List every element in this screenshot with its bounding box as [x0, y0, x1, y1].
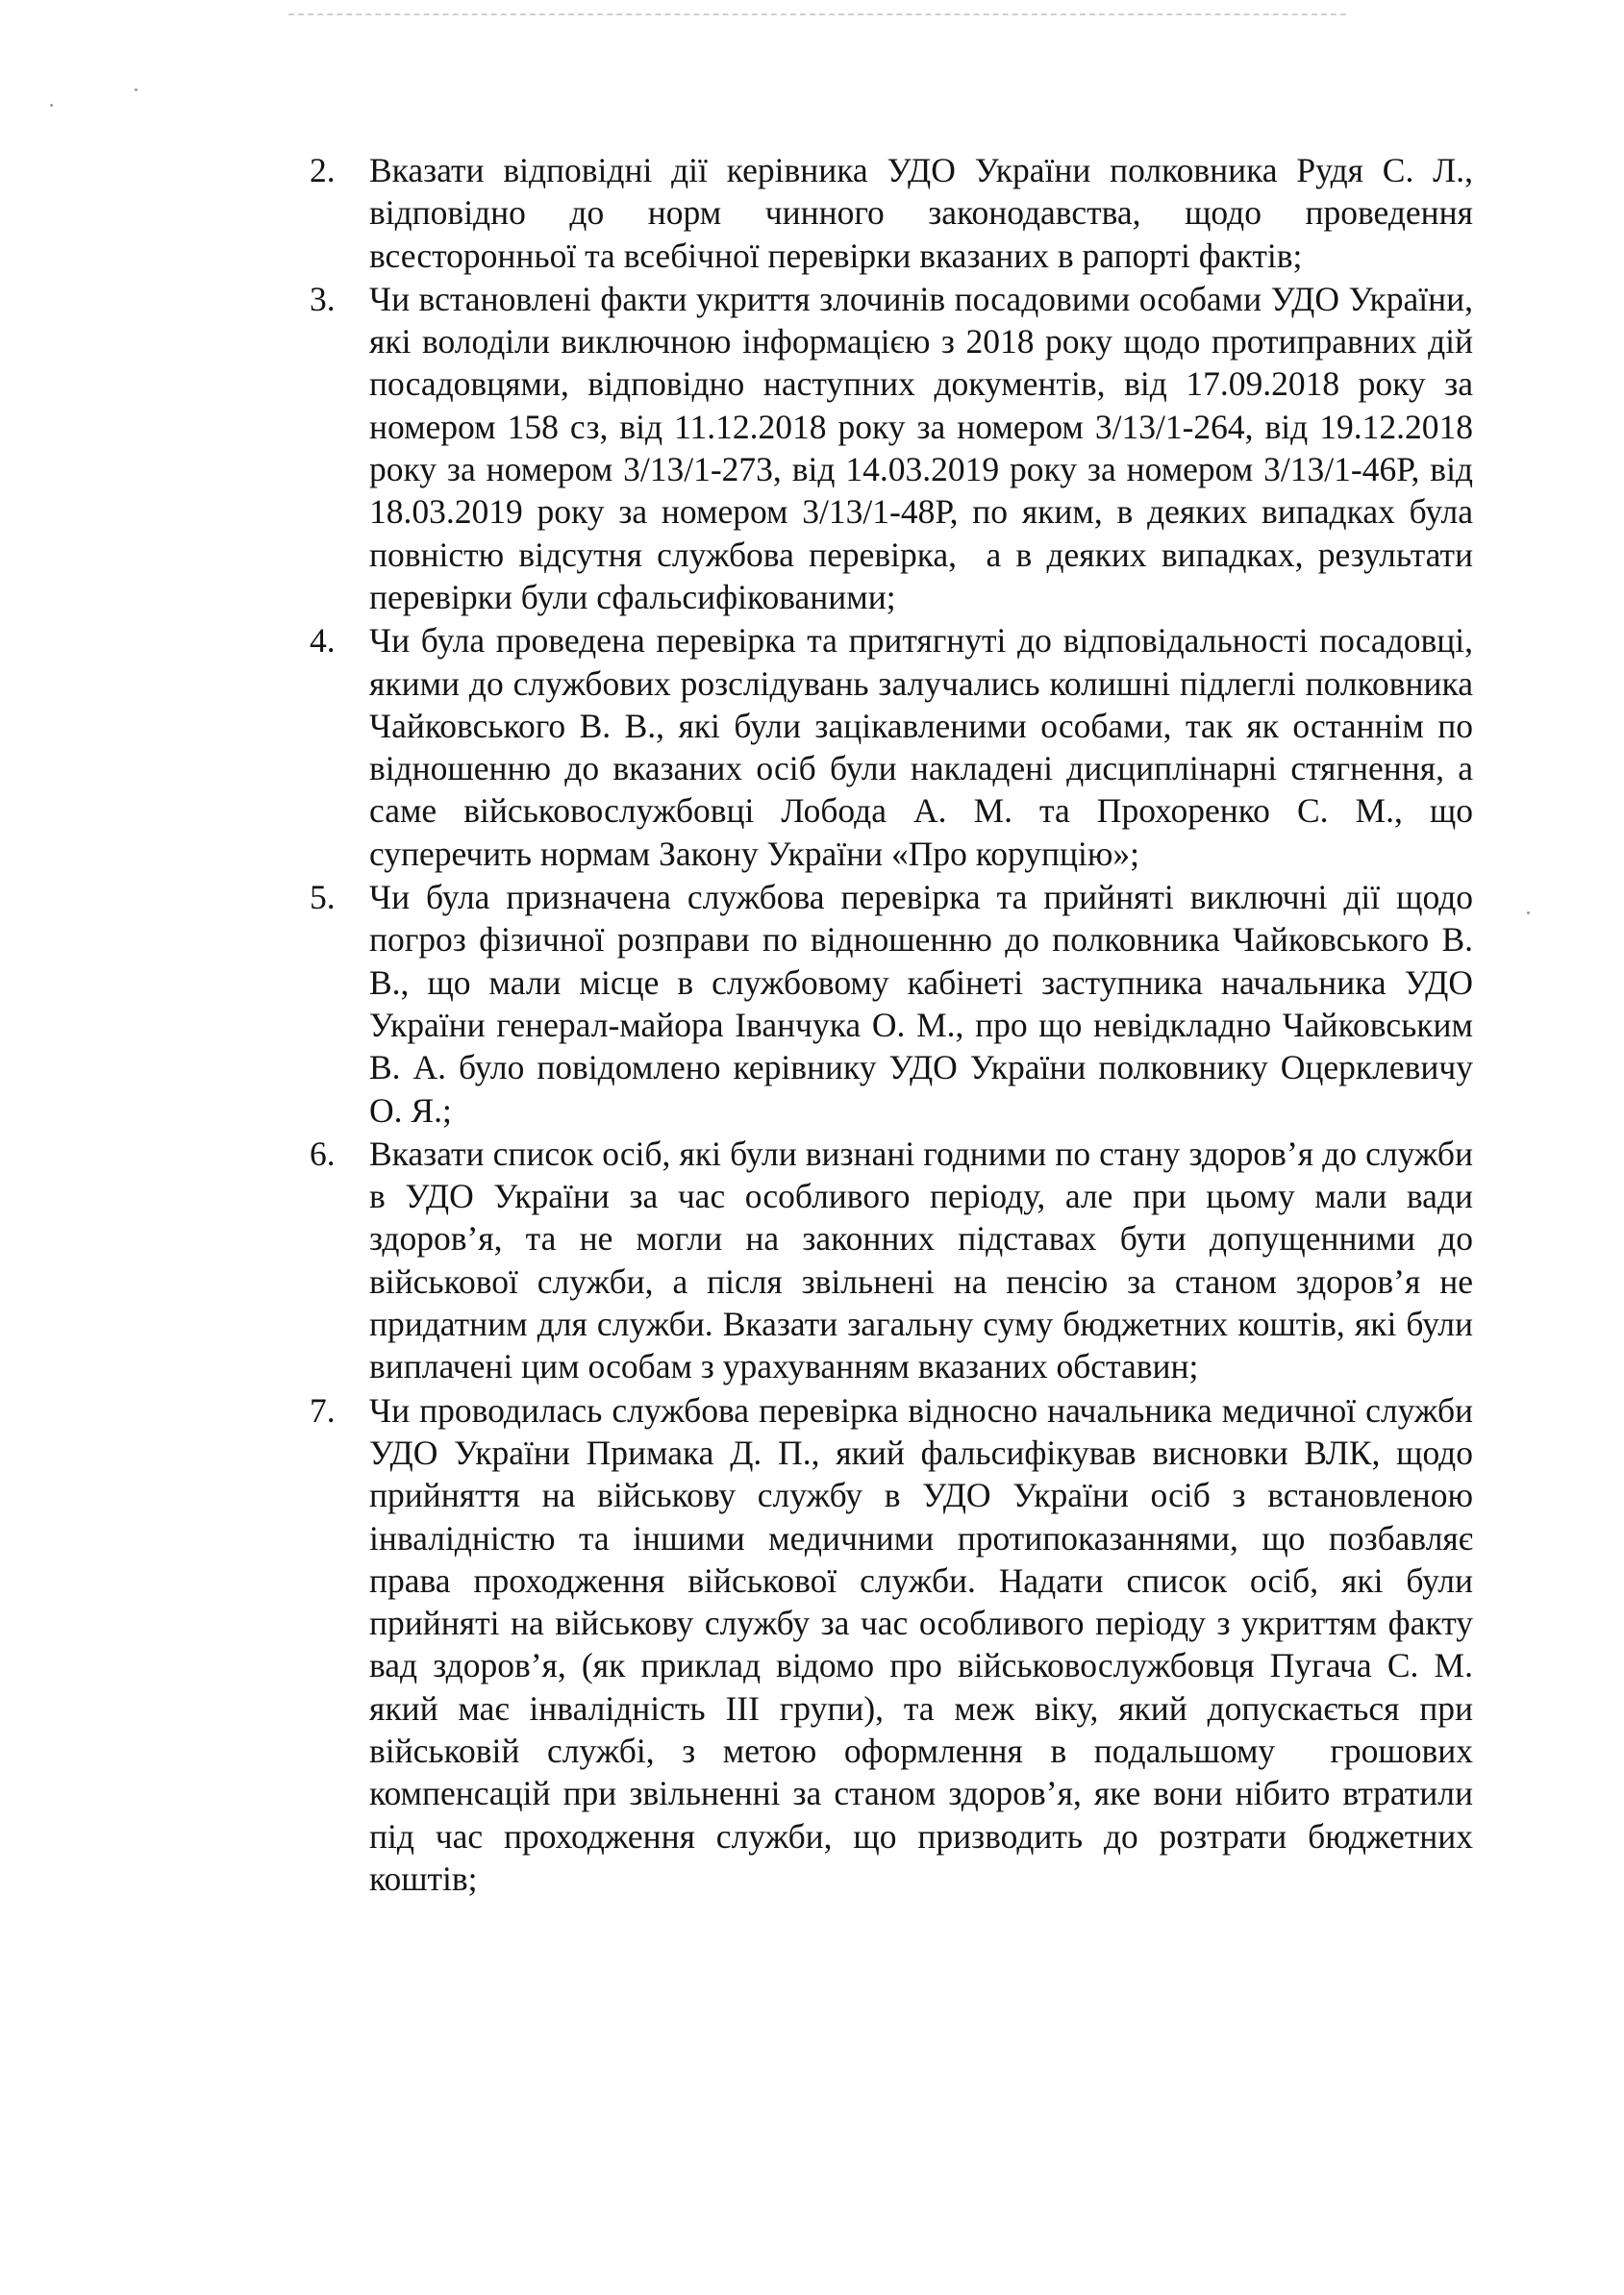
- list-item-2: [310, 149, 1482, 277]
- scan-speck: [50, 104, 53, 107]
- list-item-3: [310, 278, 1482, 618]
- item-text: Чи була призначена службова перевірка та прийняті виключні дії щодо погроз фізичної розправи по відношенню до полковника Чайковського В. В., що мали місце в службовому кабінеті заступника начальника УДО України генерал-майора Іванчука О. М., про що невідкладно Чайковським В. А. було повідомлено керівнику УДО України полковнику Оцерклевичу О. Я.;: [369, 878, 1482, 1130]
- list-item-5: [310, 876, 1482, 1132]
- item-text: Чи встановлені факти укриття злочинів посадовими особами УДО України, які володіли виключною інформацією з 2018 року щодо протиправних дій посадовцями, відповідно наступних документів, від 17.09.2018 року за номером 158 сз, від 11.12.2018 року за номером 3/13/1-264, від 19.12.2018 року за номером 3/13/1-273, від 14.03.2019 року за номером 3/13/1-46Р, від 18.03.2019 року за номером 3/13/1-48Р, по яким, в деяких випадках була повністю відсутня службова перевірка, а в деяких випадках, результати перевірки були сфальсифікованими;: [369, 279, 1482, 616]
- item-number: 3.: [310, 279, 336, 318]
- scan-speck: [1527, 911, 1530, 914]
- list-item-7: [310, 1389, 1490, 1901]
- item-text: Чи проводилась службова перевірка відносно начальника медичної служби УДО України Примака Д. П., який фальсифікував висновки ВЛК, щодо прийняття на військову службу в УДО України осіб з встановленою інвалідністю та іншими медичними протипоказаннями, що позбавляє права проходження військової служби. Надати список осіб, які були прийняті на військову службу за час особливого періоду з укриттям факту вад здоров’я, (як приклад відомо про військовослужбовця Пугача С. М. який має інвалідність ІІІ групи), та меж віку, який допускається при військовій службі, з метою оформлення в подальшому грошових компенсацій при звільненні за станом здоров’я, яке вони нібито втратили під час проходження служби, що призводить до розтрати бюджетних коштів;: [369, 1390, 1490, 1898]
- item-number: 6.: [310, 1134, 336, 1173]
- item-number: 5.: [310, 878, 336, 917]
- item-text: Чи була проведена перевірка та притягнуті до відповідальності посадовці, якими до службових розслідувань залучались колишні підлеглі полковника Чайковського В. В., які були зацікавленими особами, так як останнім по відношенню до вказаних осіб були накладені дисциплінарні стягнення, а саме військовослужбовці Лобода А. М. та Прохоренко С. М., що суперечить нормам Закону України «Про корупцію»;: [369, 621, 1482, 873]
- scan-edge-mark: [288, 13, 1346, 15]
- list-item-6: [310, 1133, 1482, 1388]
- item-number: 7.: [310, 1390, 336, 1430]
- item-text: Вказати відповідні дії керівника УДО України полковника Рудя С. Л., відповідно до норм чинного законодавства, щодо проведення всесторонньої та всебічної перевірки вказаних в рапорті фактів;: [369, 151, 1482, 275]
- scan-speck: [135, 88, 137, 91]
- item-number: 2.: [310, 151, 336, 189]
- list-item-4: [310, 619, 1482, 875]
- numbered-list: [310, 149, 1490, 1900]
- item-text: Вказати список осіб, які були визнані годними по стану здоров’я до служби в УДО України за час особливого періоду, але при цьому мали вади здоров’я, та не могли на законних підставах бути допущенними до військової служби, а після звільнені на пенсію за станом здоров’я не придатним для служби. Вказати загальну суму бюджетних коштів, які були виплачені цим особам з урахуванням вказаних обставин;: [369, 1134, 1482, 1386]
- item-number: 4.: [310, 621, 336, 661]
